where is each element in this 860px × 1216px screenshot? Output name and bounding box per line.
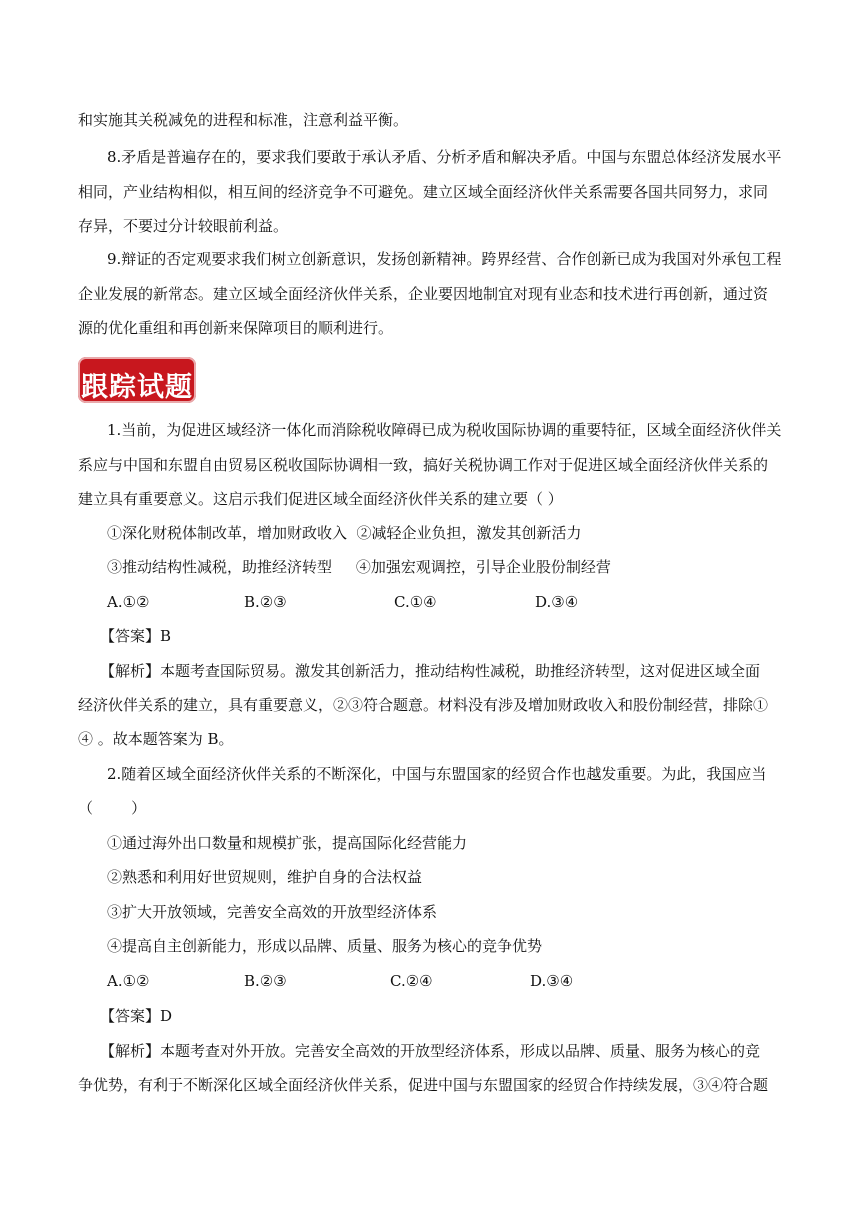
question-item: ②熟悉和利用好世贸规则，维护自身的合法权益 xyxy=(107,868,423,886)
option-c: C.②④ xyxy=(390,972,433,990)
option-a: A.①② xyxy=(107,593,150,611)
question-stem-line: 系应与中国和东盟自由贸易区税收国际协调相一致，搞好关税协调工作对于促进区域全面经济伙伴关系的 xyxy=(78,456,769,474)
question-item: ①深化财税体制改革，增加财政收入 ②减轻企业负担，激发其创新活力 xyxy=(107,524,582,542)
paragraph-line: 源的优化重组和再创新来保障项目的顺利进行。 xyxy=(78,319,394,337)
question-item: ③扩大开放领域，完善安全高效的开放型经济体系 xyxy=(107,903,438,921)
answer-line: 【答案】B xyxy=(100,627,172,645)
question-stem-line: （ ） xyxy=(78,799,147,817)
analysis-line: ④ 。故本题答案为 B。 xyxy=(78,730,234,748)
question-item: ①通过海外出口数量和规模扩张，提高国际化经营能力 xyxy=(107,834,468,852)
paragraph-line: 相同，产业结构相似，相互间的经济竞争不可避免。建立区域全面经济伙伴关系需要各国共同努力，求同 xyxy=(78,183,769,201)
question-item: ④提高自主创新能力，形成以品牌、质量、服务为核心的竞争优势 xyxy=(107,937,543,955)
section-title: 跟踪试题 xyxy=(81,372,193,403)
question-stem-line: 建立具有重要意义。这启示我们促进区域全面经济伙伴关系的建立要（ ） xyxy=(78,490,563,508)
paragraph-line: 企业发展的新常态。建立区域全面经济伙伴关系，企业要因地制宜对现有业态和技术进行再创新，通过资 xyxy=(78,285,769,303)
paragraph-line: 9.辩证的否定观要求我们树立创新意识，发扬创新精神。跨界经营、合作创新已成为我国对外承包工程 xyxy=(107,250,782,268)
question-stem-line: 1.当前，为促进区域经济一体化而消除税收障碍已成为税收国际协调的重要特征，区域全面经济伙伴关 xyxy=(107,421,782,439)
option-d: D.③④ xyxy=(535,593,579,611)
question-item: ③推动结构性减税，助推经济转型 ④加强宏观调控，引导企业股份制经营 xyxy=(107,558,611,576)
analysis-line: 争优势，有利于不断深化区域全面经济伙伴关系，促进中国与东盟国家的经贸合作持续发展，③④符合题 xyxy=(78,1076,769,1094)
analysis-line: 经济伙伴关系的建立，具有重要意义，②③符合题意。材料没有涉及增加财政收入和股份制经营，排除① xyxy=(78,696,769,714)
question-stem-line: 2.随着区域全面经济伙伴关系的不断深化，中国与东盟国家的经贸合作也越发重要。为此，我国应当 xyxy=(107,765,767,783)
paragraph-line: 8.矛盾是普遍存在的，要求我们要敢于承认矛盾、分析矛盾和解决矛盾。中国与东盟总体经济发展水平 xyxy=(107,148,782,166)
paragraph-line: 存异，不要过分计较眼前利益。 xyxy=(78,217,289,235)
section-header-badge xyxy=(78,357,196,403)
option-a: A.①② xyxy=(107,972,150,990)
option-b: B.②③ xyxy=(244,593,287,611)
answer-line: 【答案】D xyxy=(100,1007,173,1025)
analysis-line: 【解析】本题考查国际贸易。激发其创新活力，推动结构性减税，助推经济转型，这对促进区域全面 xyxy=(100,662,761,680)
paragraph-line: 和实施其关税减免的进程和标准，注意利益平衡。 xyxy=(78,111,409,129)
option-d: D.③④ xyxy=(530,972,574,990)
option-c: C.①④ xyxy=(394,593,437,611)
option-b: B.②③ xyxy=(244,972,287,990)
analysis-line: 【解析】本题考查对外开放。完善安全高效的开放型经济体系，形成以品牌、质量、服务为核心的竞 xyxy=(100,1042,761,1060)
